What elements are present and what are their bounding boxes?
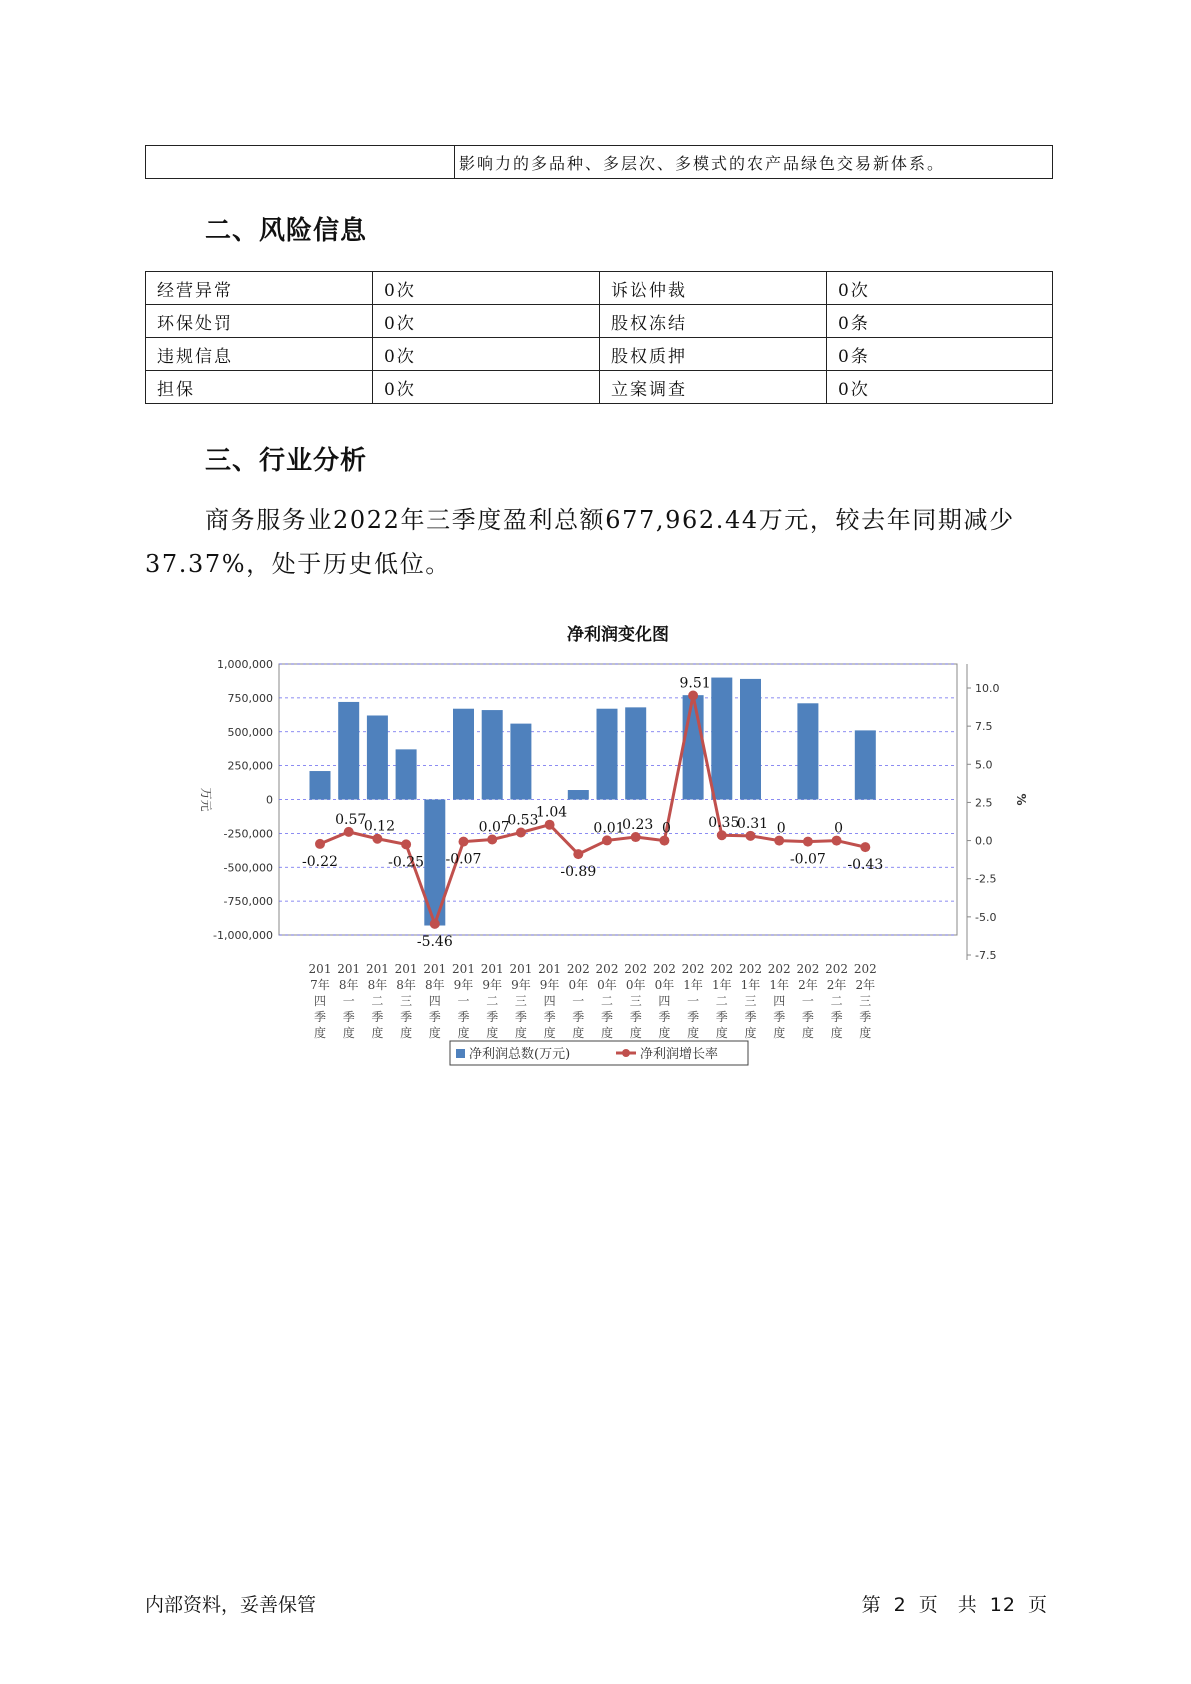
page-mid: 页	[918, 1594, 939, 1616]
y-right-tick-label: 7.5	[975, 720, 993, 734]
data-label-2: 0.12	[363, 818, 395, 835]
x-tick-label-4: 季	[428, 1010, 441, 1024]
growth-rate-point-0	[315, 839, 325, 849]
risk-info-table	[145, 271, 1053, 404]
risk-label: 诉讼仲裁	[600, 272, 827, 305]
bar-10	[597, 709, 618, 800]
data-label-12: 0	[661, 820, 671, 837]
chart-svg	[180, 615, 1028, 1075]
x-tick-label-12: 202	[652, 962, 676, 976]
x-tick-label-7: 季	[514, 1010, 527, 1024]
growth-rate-point-11	[631, 832, 641, 842]
total-suffix: 页	[1027, 1594, 1048, 1616]
x-tick-label-5: 度	[457, 1026, 470, 1040]
x-tick-label-10: 季	[600, 1010, 614, 1024]
x-tick-label-15: 三	[744, 994, 757, 1008]
y-left-axis-title: 万元	[199, 787, 213, 812]
growth-rate-point-5	[459, 837, 469, 847]
x-tick-label-2: 201	[365, 962, 389, 976]
growth-rate-point-17	[803, 837, 813, 847]
x-tick-label-6: 9年	[482, 978, 503, 992]
y-right-tick-label: -2.5	[975, 872, 997, 886]
x-tick-label-3: 8年	[396, 978, 416, 992]
x-tick-label-0: 7年	[310, 978, 330, 992]
x-tick-label-8: 四	[543, 994, 556, 1008]
y-left-tick-label: -1,000,000	[213, 929, 273, 942]
data-label-0: -0.22	[302, 853, 338, 870]
risk-row	[146, 272, 1053, 305]
bar-11	[625, 707, 646, 799]
y-right-tick-label: 10.0	[975, 682, 1000, 695]
x-tick-label-6: 季	[486, 1010, 499, 1024]
data-label-4: -5.46	[416, 933, 453, 950]
x-tick-label-17: 一	[801, 994, 814, 1008]
x-tick-label-16: 202	[767, 962, 791, 976]
x-tick-label-15: 度	[744, 1026, 757, 1040]
x-tick-label-18: 二	[830, 994, 843, 1008]
growth-rate-point-19	[860, 842, 870, 852]
risk-row	[146, 305, 1053, 338]
x-tick-label-16: 四	[773, 994, 786, 1008]
risk-value: 0次	[373, 272, 600, 305]
bar-0	[310, 771, 331, 799]
x-tick-label-19: 度	[859, 1026, 872, 1040]
x-tick-label-11: 季	[629, 1010, 642, 1024]
x-tick-label-8: 季	[543, 1010, 556, 1024]
x-tick-label-11: 0年	[625, 978, 646, 992]
x-tick-label-10: 度	[600, 1026, 614, 1040]
x-tick-label-9: 度	[572, 1026, 585, 1040]
risk-row	[146, 338, 1053, 371]
industry-paragraph: 商务服务业2022年三季度盈利总额677,962.44万元，较去年同期减少37.37%，处于历史低位。	[145, 506, 1015, 578]
x-tick-label-3: 三	[400, 994, 413, 1008]
bar-13	[683, 695, 704, 799]
x-tick-label-2: 8年	[367, 978, 388, 992]
risk-label: 股权冻结	[600, 305, 827, 338]
risk-label: 违规信息	[146, 338, 373, 371]
x-tick-label-15: 202	[739, 962, 762, 976]
data-label-6: 0.07	[478, 819, 510, 836]
risk-label: 立案调查	[600, 371, 827, 404]
data-label-11: 0.23	[622, 817, 654, 834]
legend-line-label: 净利润增长率	[640, 1047, 719, 1062]
x-tick-label-18: 度	[830, 1026, 843, 1040]
page-num: 2	[893, 1594, 907, 1616]
x-tick-label-10: 202	[595, 962, 619, 976]
x-tick-label-4: 四	[428, 994, 441, 1008]
net-profit-chart	[180, 615, 1028, 1075]
x-tick-label-9: 一	[572, 994, 585, 1008]
x-tick-label-2: 度	[371, 1026, 384, 1040]
section-title-risk: 二、风险信息	[205, 216, 368, 246]
x-tick-label-0: 201	[308, 962, 332, 976]
data-label-7: 0.53	[507, 812, 539, 829]
y-left-tick-label: -250,000	[223, 827, 273, 841]
page-prefix: 第	[861, 1594, 882, 1616]
y-right-axis-title: %	[1014, 793, 1028, 806]
x-tick-label-5: 9年	[453, 978, 474, 992]
total-prefix: 共	[957, 1594, 978, 1616]
table-cell-text: 影响力的多品种、多层次、多模式的农产品绿色交易新体系。	[455, 146, 1053, 179]
y-left-tick-label: 750,000	[227, 691, 273, 705]
x-tick-label-16: 度	[773, 1026, 786, 1040]
x-tick-label-7: 三	[514, 994, 527, 1008]
x-tick-label-19: 季	[859, 1010, 872, 1024]
risk-label: 担保	[146, 371, 373, 404]
data-label-16: 0	[776, 820, 786, 837]
x-tick-label-14: 202	[710, 962, 734, 976]
x-tick-label-3: 度	[400, 1026, 413, 1040]
x-tick-label-1: 度	[342, 1026, 355, 1040]
x-tick-label-1: 季	[342, 1010, 355, 1024]
risk-value: 0次	[373, 338, 600, 371]
x-tick-label-14: 季	[715, 1010, 728, 1024]
chart-title: 净利润变化图	[567, 625, 669, 645]
y-left-tick-label: 1,000,000	[217, 658, 273, 671]
x-tick-label-6: 二	[486, 994, 499, 1008]
x-tick-label-7: 度	[514, 1026, 527, 1040]
growth-rate-point-13	[688, 690, 698, 700]
data-label-13: 9.51	[679, 675, 711, 692]
bar-3	[396, 749, 417, 799]
x-tick-label-3: 季	[400, 1010, 413, 1024]
x-tick-label-18: 202	[825, 962, 849, 976]
x-tick-label-9: 202	[566, 962, 590, 976]
legend-line-marker	[622, 1049, 630, 1057]
x-tick-label-18: 2年	[826, 978, 847, 992]
x-tick-label-1: 8年	[338, 978, 359, 992]
x-tick-label-13: 1年	[683, 978, 703, 992]
growth-rate-point-10	[602, 835, 612, 845]
x-tick-label-12: 四	[658, 994, 671, 1008]
x-tick-label-3: 201	[394, 962, 418, 976]
risk-label: 经营异常	[146, 272, 373, 305]
data-label-10: 0.01	[593, 820, 625, 837]
bar-14	[711, 678, 732, 800]
bar-6	[482, 710, 503, 799]
x-tick-label-4: 201	[423, 962, 447, 976]
risk-value: 0条	[827, 305, 1053, 338]
data-label-19: -0.43	[847, 857, 884, 874]
bar-15	[740, 679, 761, 800]
x-tick-label-15: 季	[744, 1010, 757, 1024]
table-row	[146, 146, 1053, 179]
x-tick-label-17: 季	[801, 1010, 814, 1024]
x-tick-label-7: 201	[509, 962, 533, 976]
growth-rate-point-8	[545, 820, 555, 830]
x-tick-label-4: 度	[428, 1026, 441, 1040]
x-tick-label-11: 三	[629, 994, 642, 1008]
x-tick-label-14: 度	[715, 1026, 728, 1040]
growth-rate-point-3	[401, 839, 411, 849]
risk-value: 0次	[827, 371, 1053, 404]
x-tick-label-2: 季	[371, 1010, 384, 1024]
x-tick-label-11: 度	[629, 1026, 642, 1040]
data-label-1: 0.57	[335, 811, 367, 828]
data-label-8: 1.04	[536, 804, 568, 821]
x-tick-label-12: 季	[658, 1010, 671, 1024]
y-left-tick-label: 500,000	[227, 725, 273, 739]
data-label-17: -0.07	[789, 851, 826, 868]
x-tick-label-8: 201	[538, 962, 562, 976]
continuation-table	[145, 145, 1053, 179]
x-tick-label-2: 二	[371, 994, 384, 1008]
x-tick-label-10: 0年	[597, 978, 617, 992]
x-tick-label-13: 202	[681, 962, 705, 976]
y-left-tick-label: 250,000	[227, 759, 273, 773]
data-label-9: -0.89	[560, 864, 597, 881]
growth-rate-point-14	[717, 830, 727, 840]
risk-value: 0次	[373, 371, 600, 404]
data-label-5: -0.07	[445, 851, 482, 868]
x-tick-label-13: 度	[687, 1026, 700, 1040]
total-num: 12	[989, 1594, 1016, 1616]
x-tick-label-7: 9年	[511, 978, 531, 992]
risk-value: 0条	[827, 338, 1053, 371]
growth-rate-point-18	[832, 836, 842, 846]
growth-rate-point-6	[487, 835, 497, 845]
y-left-tick-label: 0	[266, 793, 273, 807]
x-tick-label-4: 8年	[424, 978, 445, 992]
data-label-14: 0.35	[708, 815, 740, 832]
x-tick-label-16: 1年	[769, 978, 790, 992]
y-right-tick-label: 5.0	[975, 758, 993, 772]
bar-17	[797, 703, 818, 799]
y-right-tick-label: 2.5	[975, 796, 993, 810]
y-right-tick-label: -5.0	[975, 910, 997, 924]
x-tick-label-0: 四	[313, 994, 327, 1008]
x-tick-label-15: 1年	[740, 978, 761, 992]
data-label-15: 0.31	[736, 815, 769, 832]
x-tick-label-18: 季	[830, 1010, 843, 1024]
growth-rate-point-4	[430, 919, 440, 929]
growth-rate-point-9	[573, 849, 583, 859]
x-tick-label-13: 一	[687, 994, 700, 1008]
y-left-tick-label: -500,000	[223, 861, 273, 875]
legend-bar-label: 净利润总数(万元)	[469, 1047, 571, 1062]
risk-value: 0次	[827, 272, 1053, 305]
x-tick-label-10: 二	[600, 994, 614, 1008]
x-tick-label-9: 季	[572, 1010, 585, 1024]
growth-rate-point-15	[746, 831, 756, 841]
x-tick-label-1: 一	[342, 994, 355, 1008]
x-tick-label-17: 202	[796, 962, 820, 976]
x-tick-label-5: 201	[452, 962, 475, 976]
risk-row	[146, 371, 1053, 404]
x-tick-label-19: 2年	[855, 978, 876, 992]
growth-rate-point-1	[344, 827, 354, 837]
section-title-industry: 三、行业分析	[205, 446, 368, 476]
x-tick-label-13: 季	[687, 1010, 700, 1024]
x-tick-label-5: 一	[457, 994, 470, 1008]
x-tick-label-6: 度	[486, 1026, 499, 1040]
table-cell-empty	[146, 146, 455, 179]
growth-rate-point-7	[516, 827, 526, 837]
growth-rate-point-2	[372, 834, 382, 844]
x-tick-label-8: 度	[543, 1026, 556, 1040]
footer-confidential-note: 内部资料，妥善保管	[145, 1594, 317, 1616]
legend-bar-swatch	[456, 1049, 465, 1058]
growth-rate-point-16	[774, 836, 784, 846]
data-label-3: -0.25	[388, 854, 425, 871]
y-right-tick-label: 0.0	[975, 834, 993, 848]
risk-label: 环保处罚	[146, 305, 373, 338]
data-label-18: 0	[834, 820, 844, 837]
risk-value: 0次	[373, 305, 600, 338]
x-tick-label-1: 201	[337, 962, 361, 976]
y-right-tick-label: -7.5	[975, 949, 997, 962]
footer-page-number	[856, 1590, 1054, 1617]
x-tick-label-19: 202	[853, 962, 877, 976]
x-tick-label-17: 度	[801, 1026, 814, 1040]
risk-label: 股权质押	[600, 338, 827, 371]
x-tick-label-0: 度	[313, 1026, 327, 1040]
x-tick-label-6: 201	[480, 962, 504, 976]
x-tick-label-14: 1年	[711, 978, 732, 992]
x-tick-label-16: 季	[773, 1010, 786, 1024]
x-tick-label-19: 三	[859, 994, 872, 1008]
x-tick-label-5: 季	[457, 1010, 470, 1024]
x-tick-label-9: 0年	[568, 978, 589, 992]
x-tick-label-12: 0年	[654, 978, 675, 992]
bar-7	[510, 724, 531, 800]
x-tick-label-8: 9年	[539, 978, 560, 992]
x-tick-label-0: 季	[313, 1010, 327, 1024]
x-tick-label-17: 2年	[798, 978, 818, 992]
x-tick-label-14: 二	[715, 994, 728, 1008]
growth-rate-point-12	[659, 836, 669, 846]
bar-2	[367, 715, 388, 799]
x-tick-label-11: 202	[624, 962, 648, 976]
bar-1	[338, 702, 359, 800]
x-tick-label-12: 度	[658, 1026, 671, 1040]
y-left-tick-label: -750,000	[223, 895, 273, 909]
bar-9	[568, 790, 589, 799]
bar-5	[453, 709, 474, 800]
bar-19	[855, 730, 876, 799]
